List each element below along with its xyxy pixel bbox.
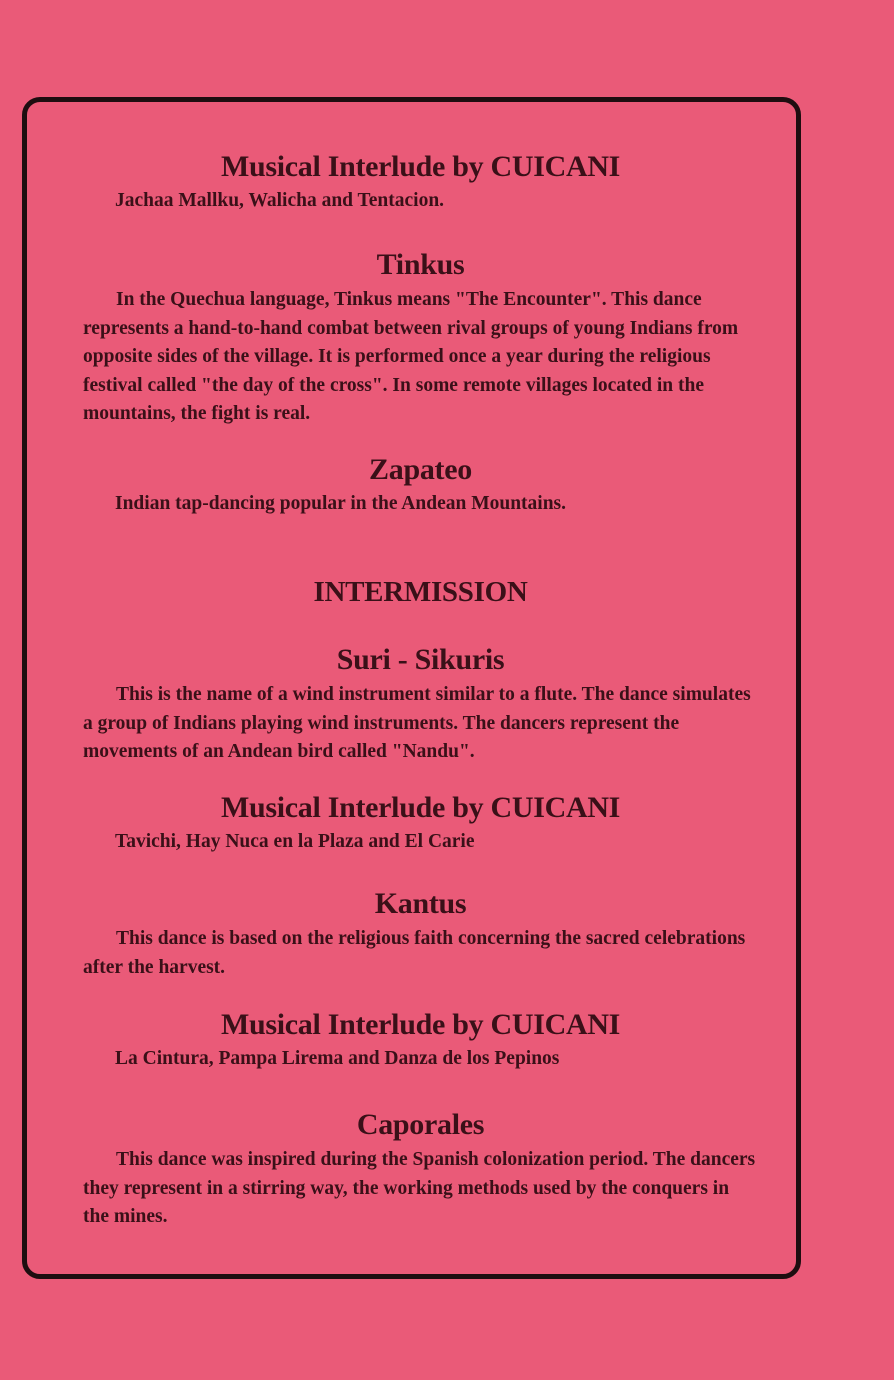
section-suri-sikuris <box>27 643 796 767</box>
section-intermission <box>27 575 796 609</box>
section-title: INTERMISSION <box>313 576 528 608</box>
section-description: This is the name of a wind instrument similar to a flute. The dance simulates a group of Indians playing wind instruments. The dancers represent the movements of an Andean bird called "Nandu". <box>83 684 751 762</box>
section-title: Musical Interlude by CUICANI <box>220 150 621 183</box>
program-border <box>22 97 801 1279</box>
section-description: In the Quechua language, Tinkus means "The Encounter". This dance represents a hand-to-hand combat between rival groups of young Indians from opposite sides of the village. It is performed once a year during the religious festival called "the day of the cross". In some remote villages located in the mountains, the fight is real. <box>83 289 739 424</box>
section-caporales <box>27 1108 796 1232</box>
section-title: Musical Interlude by CUICANI <box>220 791 621 824</box>
section-tinkus <box>27 248 796 429</box>
section-title: Musical Interlude by CUICANI <box>220 1008 621 1041</box>
section-title: Suri - Sikuris <box>336 643 505 676</box>
song-list: Tavichi, Hay Nuca en la Plaza and El Carie <box>115 831 475 852</box>
section-zapateo <box>27 453 796 517</box>
section-description: This dance is based on the religious faith concerning the sacred celebrations after the harvest. <box>83 928 746 978</box>
song-list: Jachaa Mallku, Walicha and Tentacion. <box>115 190 445 211</box>
section-kantus <box>27 887 796 982</box>
section-title: Zapateo <box>369 453 472 486</box>
section-title: Tinkus <box>376 248 465 281</box>
section-description: This dance was inspired during the Spanish colonization period. The dancers they represent in a stirring way, the working methods used by the conquers in the mines. <box>83 1149 756 1227</box>
section-title: Caporales <box>356 1108 485 1141</box>
section-description: Indian tap-dancing popular in the Andean Mountains. <box>115 493 567 514</box>
section-title: Kantus <box>374 887 467 920</box>
section-interlude-1 <box>27 150 796 214</box>
section-interlude-3 <box>27 1008 796 1072</box>
song-list: La Cintura, Pampa Lirema and Danza de los Pepinos <box>115 1048 560 1069</box>
section-interlude-2 <box>27 791 796 855</box>
